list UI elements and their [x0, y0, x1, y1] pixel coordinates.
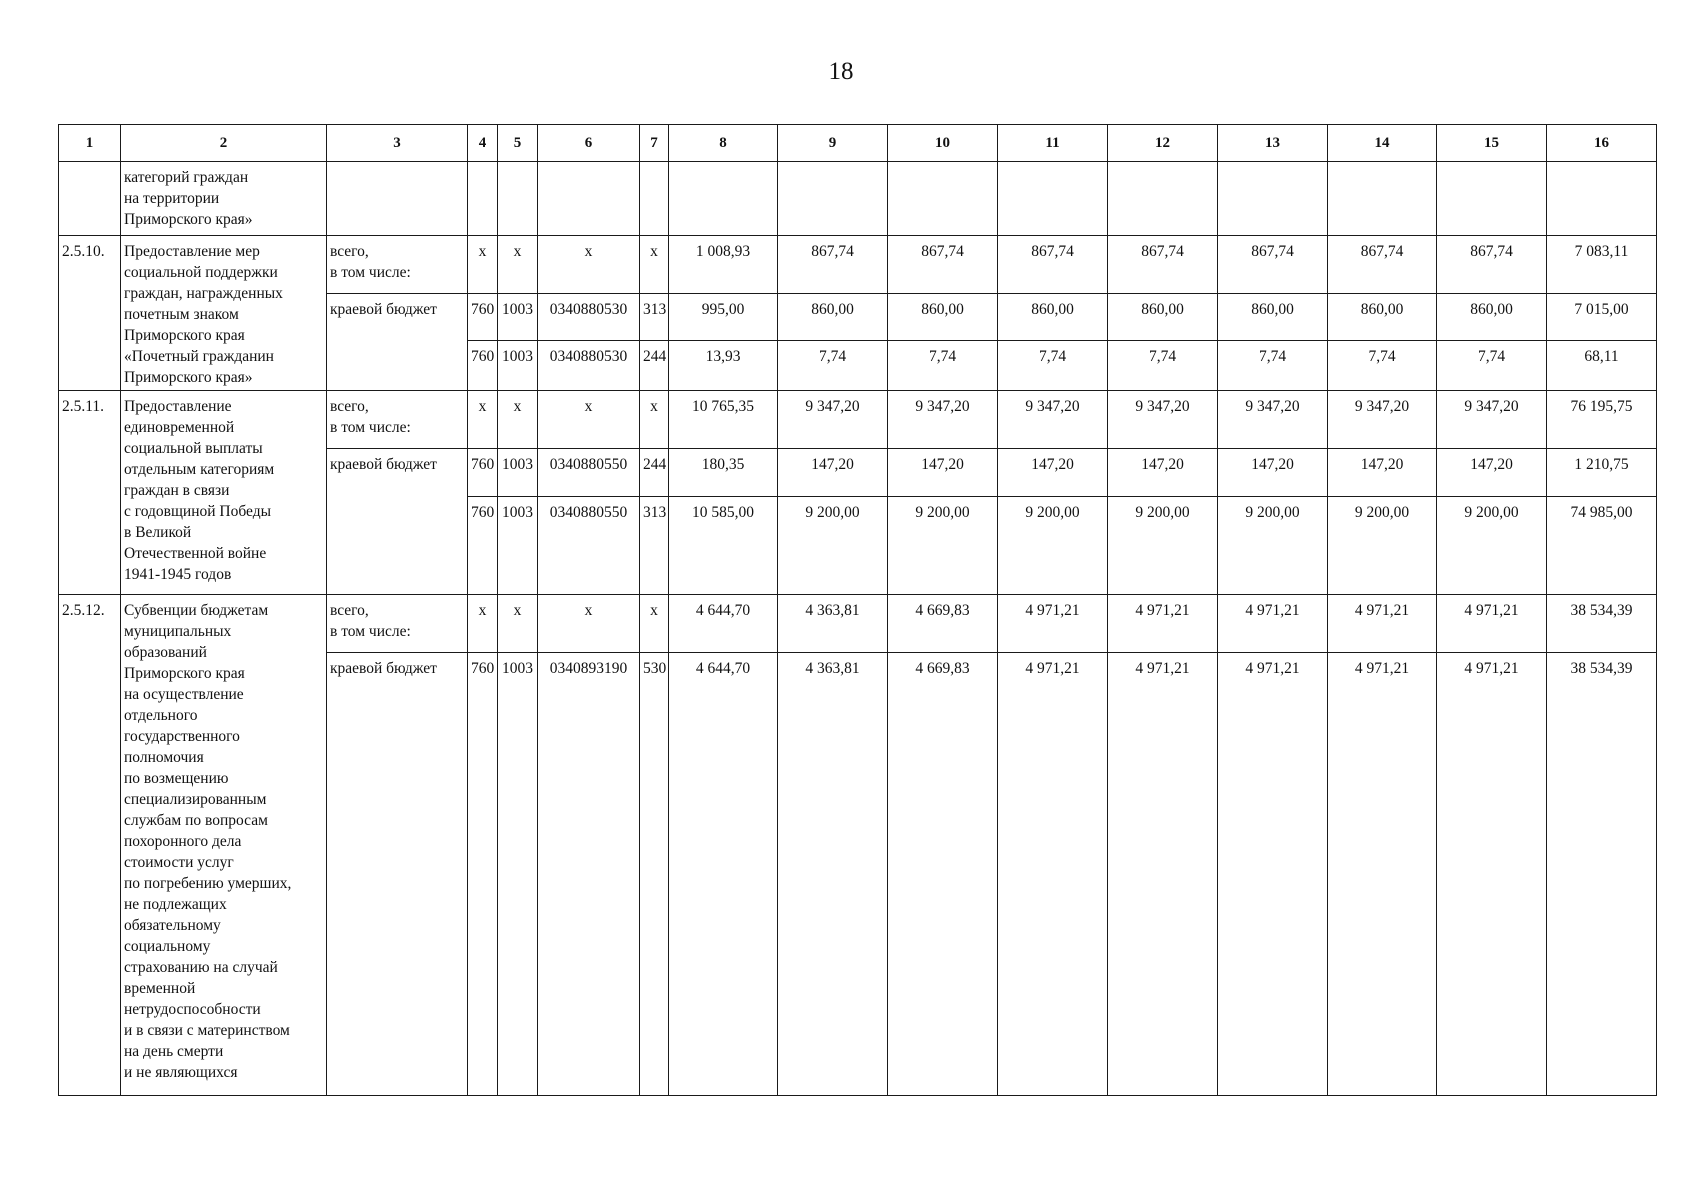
- code-cell: 760: [468, 653, 498, 1096]
- col-header: 4: [468, 125, 498, 162]
- code-cell: 1003: [498, 449, 538, 497]
- col-header: 9: [778, 125, 888, 162]
- value-cell: 9 200,00: [998, 497, 1108, 595]
- value-cell: 4 669,83: [888, 653, 998, 1096]
- code-cell: x: [498, 391, 538, 449]
- code-cell: 1003: [498, 653, 538, 1096]
- code-cell: x: [640, 236, 669, 294]
- value-cell: 13,93: [669, 341, 778, 391]
- value-cell: 4 971,21: [1328, 653, 1437, 1096]
- code-cell: 313: [640, 497, 669, 595]
- col-header: 12: [1108, 125, 1218, 162]
- value-cell: 9 347,20: [888, 391, 998, 449]
- col-header: 7: [640, 125, 669, 162]
- col-header: 16: [1547, 125, 1657, 162]
- code-cell: 0340880530: [538, 294, 640, 341]
- code-cell: 0340880530: [538, 341, 640, 391]
- col-header: 5: [498, 125, 538, 162]
- code-cell: 760: [468, 449, 498, 497]
- page-number: 18: [828, 58, 854, 85]
- code-cell: 1003: [498, 294, 538, 341]
- value-cell: 9 347,20: [1108, 391, 1218, 449]
- value-cell: 4 971,21: [1328, 595, 1437, 653]
- value-cell: 7 083,11: [1547, 236, 1657, 294]
- code-cell: x: [640, 391, 669, 449]
- row-name: Предоставление мер социальной поддержки граждан, награжденных почетным знаком Приморского края «Почетный гражданин Приморского края»: [121, 236, 327, 391]
- value-cell: 867,74: [888, 236, 998, 294]
- row-name: Субвенции бюджетам муниципальных образований Приморского края на осуществление отдельного государственного полномочия по возмещению специализированным службам по вопросам похоронного дела стоимости услуг по погребению умерших, не подлежащих обязательному социальному страхованию на случай временной нетрудоспособности и в связи с материнством на день смерти и не являющихся: [121, 595, 327, 1096]
- code-cell: 244: [640, 449, 669, 497]
- value-cell: 68,11: [1547, 341, 1657, 391]
- value-cell: 9 347,20: [998, 391, 1108, 449]
- value-cell: 9 200,00: [1328, 497, 1437, 595]
- code-cell: x: [468, 391, 498, 449]
- table-row: [59, 236, 1657, 294]
- code-cell: 0340880550: [538, 497, 640, 595]
- value-cell: 9 200,00: [1108, 497, 1218, 595]
- col-header: 6: [538, 125, 640, 162]
- code-cell: x: [640, 595, 669, 653]
- value-cell: 147,20: [1328, 449, 1437, 497]
- col-header: 14: [1328, 125, 1437, 162]
- value-cell: 4 971,21: [1108, 653, 1218, 1096]
- funding-source: всего, в том числе:: [327, 236, 468, 294]
- value-cell: 7,74: [998, 341, 1108, 391]
- value-cell: 9 347,20: [778, 391, 888, 449]
- value-cell: 180,35: [669, 449, 778, 497]
- budget-table: [58, 124, 1657, 1096]
- funding-source: краевой бюджет: [327, 653, 468, 1096]
- value-cell: 76 195,75: [1547, 391, 1657, 449]
- value-cell: 4 363,81: [778, 653, 888, 1096]
- value-cell: 860,00: [1437, 294, 1547, 341]
- col-header: 11: [998, 125, 1108, 162]
- value-cell: 860,00: [888, 294, 998, 341]
- table-row: [59, 595, 1657, 653]
- value-cell: 860,00: [998, 294, 1108, 341]
- col-header: 13: [1218, 125, 1328, 162]
- value-cell: 9 200,00: [888, 497, 998, 595]
- col-header: 15: [1437, 125, 1547, 162]
- value-cell: 147,20: [888, 449, 998, 497]
- value-cell: 9 347,20: [1437, 391, 1547, 449]
- value-cell: 9 200,00: [1437, 497, 1547, 595]
- value-cell: 860,00: [1218, 294, 1328, 341]
- value-cell: 860,00: [1328, 294, 1437, 341]
- funding-source: всего, в том числе:: [327, 391, 468, 449]
- value-cell: 995,00: [669, 294, 778, 341]
- value-cell: 7,74: [1437, 341, 1547, 391]
- value-cell: 867,74: [1218, 236, 1328, 294]
- funding-source: краевой бюджет: [327, 294, 468, 391]
- row-name: Предоставление единовременной социальной выплаты отдельным категориям граждан в связи с годовщиной Победы в Великой Отечественной войне 1941-1945 годов: [121, 391, 327, 595]
- code-cell: 760: [468, 294, 498, 341]
- value-cell: 7,74: [888, 341, 998, 391]
- value-cell: 867,74: [1437, 236, 1547, 294]
- row-index: 2.5.10.: [59, 236, 121, 391]
- value-cell: 4 644,70: [669, 653, 778, 1096]
- code-cell: 0340880550: [538, 449, 640, 497]
- row-index: 2.5.12.: [59, 595, 121, 1096]
- value-cell: 74 985,00: [1547, 497, 1657, 595]
- code-cell: x: [468, 236, 498, 294]
- value-cell: 10 765,35: [669, 391, 778, 449]
- value-cell: 4 669,83: [888, 595, 998, 653]
- value-cell: 147,20: [778, 449, 888, 497]
- funding-source: всего, в том числе:: [327, 595, 468, 653]
- col-header: 1: [59, 125, 121, 162]
- table-row: [59, 391, 1657, 449]
- value-cell: 9 200,00: [1218, 497, 1328, 595]
- code-cell: 244: [640, 341, 669, 391]
- row-index: 2.5.11.: [59, 391, 121, 595]
- value-cell: 9 347,20: [1218, 391, 1328, 449]
- code-cell: 0340893190: [538, 653, 640, 1096]
- value-cell: 10 585,00: [669, 497, 778, 595]
- col-header: 10: [888, 125, 998, 162]
- value-cell: 7 015,00: [1547, 294, 1657, 341]
- value-cell: 4 971,21: [1218, 595, 1328, 653]
- code-cell: x: [538, 595, 640, 653]
- value-cell: 7,74: [1108, 341, 1218, 391]
- col-header: 3: [327, 125, 468, 162]
- funding-source: краевой бюджет: [327, 449, 468, 595]
- value-cell: 860,00: [1108, 294, 1218, 341]
- value-cell: 4 971,21: [998, 653, 1108, 1096]
- value-cell: 1 008,93: [669, 236, 778, 294]
- value-cell: 860,00: [778, 294, 888, 341]
- value-cell: 867,74: [778, 236, 888, 294]
- col-header: 2: [121, 125, 327, 162]
- value-cell: 4 971,21: [1437, 595, 1547, 653]
- value-cell: 9 200,00: [778, 497, 888, 595]
- value-cell: 867,74: [998, 236, 1108, 294]
- value-cell: 4 971,21: [998, 595, 1108, 653]
- code-cell: 760: [468, 341, 498, 391]
- code-cell: x: [538, 236, 640, 294]
- value-cell: 147,20: [1437, 449, 1547, 497]
- value-cell: 867,74: [1328, 236, 1437, 294]
- value-cell: 4 971,21: [1218, 653, 1328, 1096]
- col-header: 8: [669, 125, 778, 162]
- code-cell: 1003: [498, 497, 538, 595]
- value-cell: 1 210,75: [1547, 449, 1657, 497]
- code-cell: x: [538, 391, 640, 449]
- code-cell: 760: [468, 497, 498, 595]
- value-cell: 4 971,21: [1437, 653, 1547, 1096]
- code-cell: x: [498, 595, 538, 653]
- value-cell: 4 363,81: [778, 595, 888, 653]
- value-cell: 38 534,39: [1547, 653, 1657, 1096]
- value-cell: 867,74: [1108, 236, 1218, 294]
- value-cell: 147,20: [1218, 449, 1328, 497]
- value-cell: 7,74: [1218, 341, 1328, 391]
- value-cell: 4 971,21: [1108, 595, 1218, 653]
- value-cell: 147,20: [1108, 449, 1218, 497]
- row-name: категорий граждан на территории Приморского края»: [121, 162, 327, 236]
- code-cell: 313: [640, 294, 669, 341]
- value-cell: 147,20: [998, 449, 1108, 497]
- value-cell: 7,74: [1328, 341, 1437, 391]
- value-cell: 4 644,70: [669, 595, 778, 653]
- value-cell: 38 534,39: [1547, 595, 1657, 653]
- header-row: [59, 125, 1657, 162]
- row-index: [59, 162, 121, 236]
- code-cell: x: [498, 236, 538, 294]
- value-cell: 9 347,20: [1328, 391, 1437, 449]
- code-cell: 1003: [498, 341, 538, 391]
- table-row: [59, 162, 1657, 236]
- code-cell: x: [468, 595, 498, 653]
- value-cell: 7,74: [778, 341, 888, 391]
- code-cell: 530: [640, 653, 669, 1096]
